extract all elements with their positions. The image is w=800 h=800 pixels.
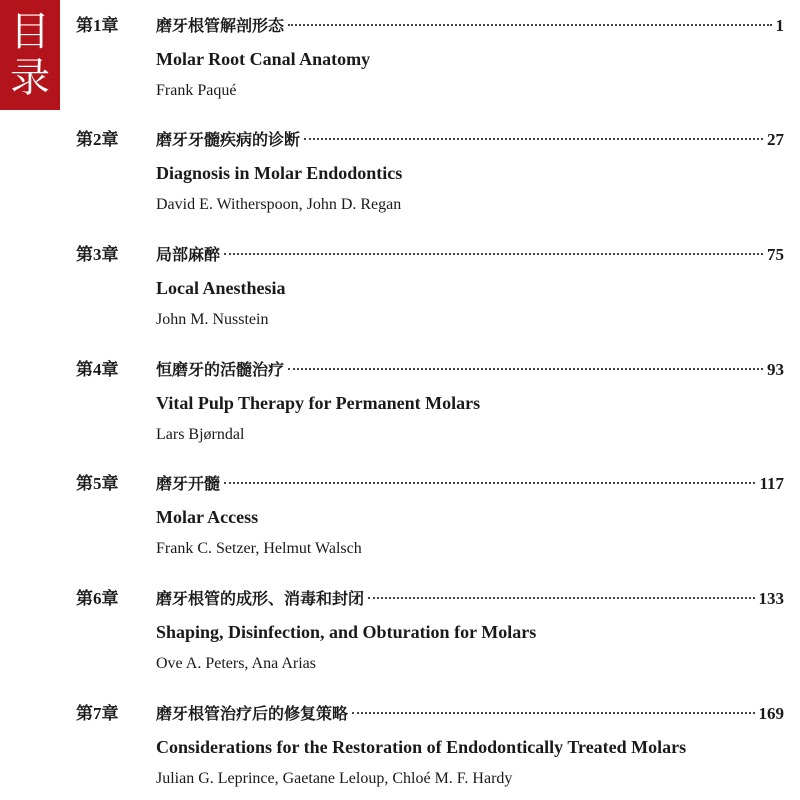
chapter-number: 第7章 xyxy=(76,704,119,723)
dot-leader xyxy=(224,482,755,484)
chapter-title-en: Considerations for the Restoration of Endodontically Treated Molars xyxy=(156,737,687,757)
toc-entry-chapter-3[interactable] xyxy=(0,229,800,329)
chapter-authors: John M. Nusstein xyxy=(156,311,269,328)
chapter-title-en: Molar Access xyxy=(156,507,259,527)
chapter-number: 第6章 xyxy=(76,589,119,608)
dot-leader xyxy=(352,712,754,714)
dot-leader xyxy=(288,24,771,26)
chapter-number: 第3章 xyxy=(76,245,119,264)
chapter-title-line xyxy=(156,14,784,38)
chapter-page-number: 93 xyxy=(767,360,784,379)
chapter-title-en: Diagnosis in Molar Endodontics xyxy=(156,163,403,183)
chapter-title-line xyxy=(156,358,784,382)
chapter-page-number: 117 xyxy=(759,474,784,493)
chapter-number: 第1章 xyxy=(76,16,119,35)
chapter-title-line xyxy=(156,587,784,611)
chapter-authors: Frank Paqué xyxy=(156,82,237,99)
chapter-number: 第5章 xyxy=(76,474,119,493)
chapter-title-en: Vital Pulp Therapy for Permanent Molars xyxy=(156,393,481,413)
chapter-page-number: 133 xyxy=(758,589,784,608)
chapter-title-en: Shaping, Disinfection, and Obturation for Molars xyxy=(156,622,537,642)
toc-entry-chapter-5[interactable] xyxy=(0,458,800,558)
dot-leader xyxy=(224,253,763,255)
toc-heading-char-2: 录 xyxy=(10,55,50,101)
chapter-title-cn: 磨牙开髓 xyxy=(156,474,221,493)
chapter-title-line xyxy=(156,702,784,726)
chapter-title-cn: 恒磨牙的活髓治疗 xyxy=(156,360,285,379)
chapter-authors: Julian G. Leprince, Gaetane Leloup, Chloé M. F. Hardy xyxy=(156,770,513,787)
chapter-title-cn: 局部麻醉 xyxy=(156,245,221,264)
chapter-title-en: Local Anesthesia xyxy=(156,278,286,298)
chapter-authors: David E. Witherspoon, John D. Regan xyxy=(156,196,402,213)
chapter-title-cn: 磨牙牙髓疾病的诊断 xyxy=(156,130,301,149)
chapter-authors: Ove A. Peters, Ana Arias xyxy=(156,655,316,672)
toc-entry-chapter-6[interactable] xyxy=(0,573,800,673)
chapter-title-line xyxy=(156,128,784,152)
toc-entry-chapter-2[interactable] xyxy=(0,114,800,214)
chapter-authors: Frank C. Setzer, Helmut Walsch xyxy=(156,540,362,557)
dot-leader xyxy=(304,138,763,140)
dot-leader xyxy=(368,597,754,599)
toc-entry-chapter-4[interactable] xyxy=(0,344,800,444)
dot-leader xyxy=(288,368,763,370)
chapter-title-cn: 磨牙根管治疗后的修复策略 xyxy=(156,704,349,723)
chapter-title-cn: 磨牙根管的成形、消毒和封闭 xyxy=(156,589,365,608)
chapter-page-number: 169 xyxy=(758,704,784,723)
chapter-title-cn: 磨牙根管解剖形态 xyxy=(156,16,285,35)
toc-heading-char-1: 目 xyxy=(10,9,50,55)
toc-entry-chapter-7[interactable] xyxy=(0,688,800,788)
chapter-number: 第4章 xyxy=(76,360,119,379)
chapter-page-number: 75 xyxy=(767,245,784,264)
chapter-title-line xyxy=(156,472,784,496)
toc-entry-chapter-1[interactable] xyxy=(0,0,800,100)
chapter-title-en: Molar Root Canal Anatomy xyxy=(156,49,371,69)
chapter-authors: Lars Bjørndal xyxy=(156,426,245,443)
chapter-page-number: 1 xyxy=(775,16,784,35)
chapter-page-number: 27 xyxy=(767,130,784,149)
chapter-number: 第2章 xyxy=(76,130,119,149)
chapter-title-line xyxy=(156,243,784,267)
